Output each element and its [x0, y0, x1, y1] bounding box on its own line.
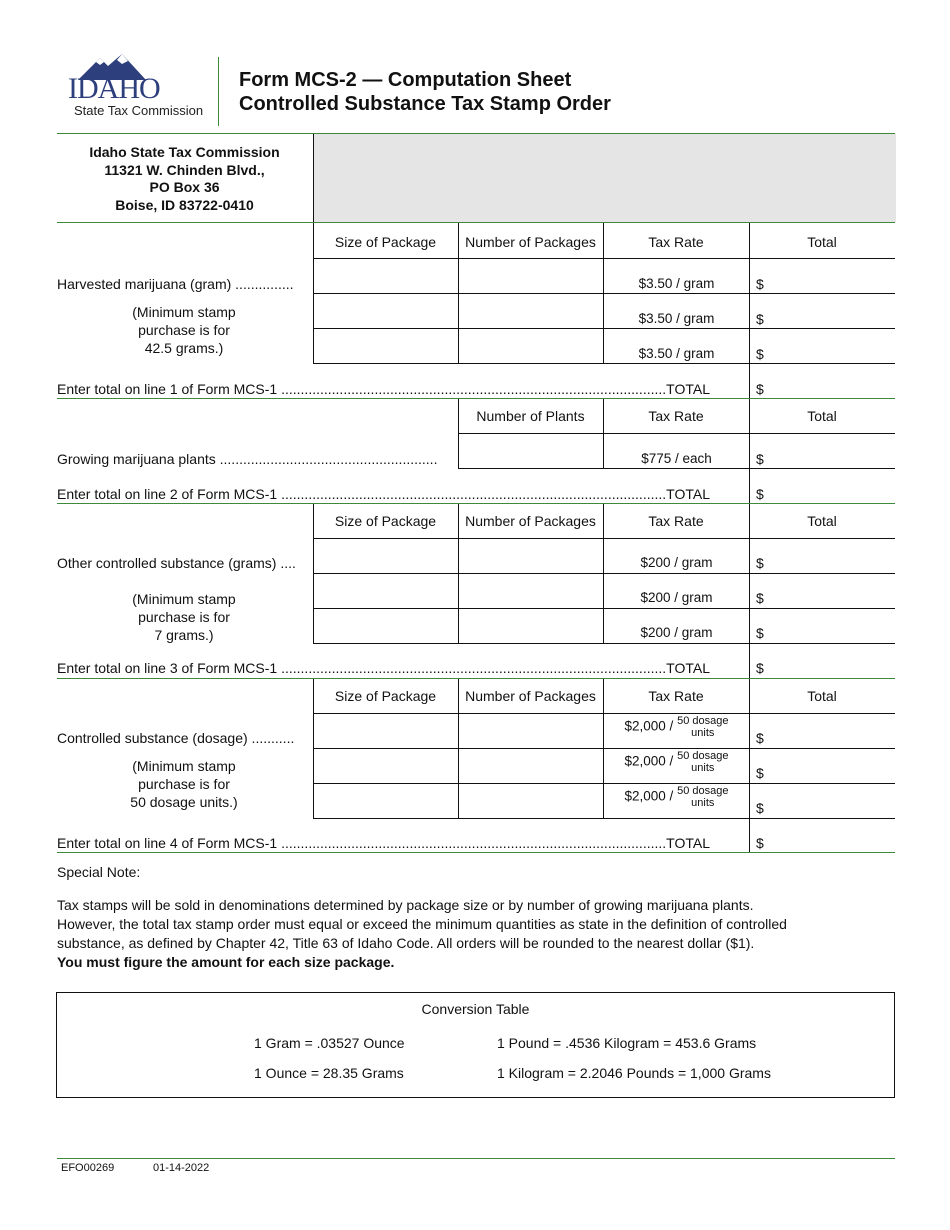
note-text: substance, as defined by Chapter 42, Title 63 of Idaho Code. All orders will be rounded to the nearest dollar ($1). — [57, 935, 755, 951]
divider — [57, 1158, 895, 1159]
divider — [57, 222, 895, 223]
rate-amount: $2,000 / — [624, 788, 674, 804]
rate-unit — [677, 750, 728, 774]
total-line-1: Enter total on line 1 of Form MCS-1 ...................................................................................................TOTAL — [57, 381, 710, 397]
input-number[interactable] — [459, 259, 602, 292]
rate-unit — [677, 785, 728, 809]
rate-unit-line: 50 dosage — [677, 715, 729, 727]
page-title — [239, 68, 611, 116]
col-header-total: Total — [807, 408, 837, 424]
rate-unit-line: units — [691, 762, 715, 774]
office-use-area — [313, 134, 896, 222]
col-header-total: Total — [807, 513, 837, 529]
conversion-entry: 1 Kilogram = 2.2046 Pounds = 1,000 Grams — [497, 1065, 771, 1081]
header-divider — [218, 57, 219, 126]
input-size[interactable] — [314, 539, 457, 572]
input-size[interactable] — [314, 259, 457, 292]
conversion-entry: 1 Pound = .4536 Kilogram = 453.6 Grams — [497, 1035, 757, 1051]
note-line: (Minimum stamp — [132, 591, 236, 607]
divider — [57, 678, 895, 679]
input-size[interactable] — [314, 609, 457, 642]
row-label-plants: Growing marijuana plants ........................................................ — [57, 451, 438, 467]
special-note-heading: Special Note: — [57, 864, 141, 880]
total-line-4: Enter total on line 4 of Form MCS-1 ...................................................................................................TOTAL — [57, 835, 710, 851]
tax-rate: $3.50 / gram — [638, 346, 715, 361]
min-note — [84, 590, 284, 644]
note-line: (Minimum stamp — [132, 758, 236, 774]
input-number[interactable] — [459, 609, 602, 642]
total-field[interactable]: $ — [756, 311, 764, 327]
note-line: 42.5 grams.) — [144, 340, 224, 356]
input-number[interactable] — [459, 784, 602, 817]
input-size[interactable] — [314, 714, 457, 747]
address-line: Boise, ID 83722-0410 — [115, 196, 254, 213]
note-line: purchase is for — [138, 776, 230, 792]
divider — [57, 398, 895, 399]
note-text: However, the total tax stamp order must equal or exceed the minimum quantities as state in the definition of controlled — [57, 916, 787, 932]
total-field[interactable]: $ — [756, 765, 764, 781]
address-block — [57, 144, 312, 214]
rate-amount: $2,000 / — [624, 718, 674, 734]
col-header-rate: Tax Rate — [648, 688, 704, 704]
address-line: 11321 W. Chinden Blvd., — [104, 161, 265, 178]
grid-line — [313, 363, 895, 364]
tax-rate: $775 / each — [641, 451, 712, 466]
col-header-rate: Tax Rate — [648, 513, 704, 529]
logo-wordmark: IDAHO — [68, 72, 160, 105]
input-size[interactable] — [314, 784, 457, 817]
rate-unit-line: 50 dosage — [677, 785, 729, 797]
grid-line — [749, 504, 750, 678]
conversion-title: Conversion Table — [421, 1001, 530, 1017]
logo-subtitle: State Tax Commission — [74, 103, 204, 118]
conversion-entry: 1 Ounce = 28.35 Grams — [254, 1065, 404, 1081]
total-field[interactable]: $ — [756, 590, 764, 606]
tax-rate: $200 / gram — [640, 590, 713, 605]
col-header-number: Number of Packages — [465, 234, 596, 250]
grid-line — [458, 468, 895, 469]
input-number[interactable] — [459, 574, 602, 607]
col-header-size: Size of Package — [334, 513, 437, 529]
divider — [57, 852, 895, 853]
row-label-dosage: Controlled substance (dosage) ........... — [57, 730, 295, 746]
idaho-logo — [66, 52, 216, 122]
input-size[interactable] — [314, 574, 457, 607]
note-line: (Minimum stamp — [132, 304, 236, 320]
tax-rate: $200 / gram — [640, 625, 713, 640]
rate-unit — [677, 715, 728, 739]
grid-line — [749, 679, 750, 853]
input-number[interactable] — [459, 539, 602, 572]
input-size[interactable] — [314, 749, 457, 782]
address-line: Idaho State Tax Commission — [89, 144, 280, 160]
col-header-plants: Number of Plants — [476, 408, 585, 424]
rate-unit-line: units — [691, 727, 715, 739]
row-label-harvested: Harvested marijuana (gram) ............... — [57, 276, 294, 292]
grand-total-4[interactable]: $ — [756, 835, 764, 851]
input-number[interactable] — [459, 714, 602, 747]
total-field[interactable]: $ — [756, 555, 764, 571]
title-line1: Form MCS-2 — Computation Sheet — [239, 69, 572, 91]
rate-amount: $2,000 / — [624, 753, 674, 769]
total-line-3: Enter total on line 3 of Form MCS-1 ...................................................................................................TOTAL — [57, 660, 710, 676]
total-field[interactable]: $ — [756, 730, 764, 746]
input-number[interactable] — [459, 749, 602, 782]
total-field[interactable]: $ — [756, 625, 764, 641]
col-header-rate: Tax Rate — [648, 234, 704, 250]
col-header-number: Number of Packages — [465, 513, 596, 529]
col-header-total: Total — [807, 234, 837, 250]
total-line-2: Enter total on line 2 of Form MCS-1 ...................................................................................................TOTAL — [57, 486, 710, 502]
tax-rate — [604, 715, 749, 739]
divider — [57, 503, 895, 504]
rate-unit-line: 50 dosage — [677, 750, 729, 762]
tax-rate: $200 / gram — [640, 555, 713, 570]
address-line: PO Box 36 — [149, 179, 220, 195]
col-header-number: Number of Packages — [465, 688, 596, 704]
note-text: Tax stamps will be sold in denominations determined by package size or by number of growing marijuana plants. — [57, 897, 754, 913]
special-note-body — [57, 896, 907, 972]
grid-line — [313, 818, 895, 819]
total-field[interactable]: $ — [756, 800, 764, 816]
row-label-other: Other controlled substance (grams) .... — [57, 555, 296, 571]
tax-rate — [604, 785, 749, 809]
rate-unit-line: units — [691, 797, 715, 809]
input-number[interactable] — [459, 329, 602, 362]
col-header-rate: Tax Rate — [648, 408, 704, 424]
input-size[interactable] — [314, 329, 457, 362]
tax-rate: $3.50 / gram — [638, 311, 715, 326]
min-note — [84, 303, 284, 357]
input-plants[interactable] — [459, 434, 602, 467]
grand-total-2[interactable]: $ — [756, 486, 764, 502]
note-line: 50 dosage units.) — [130, 794, 238, 810]
note-line: purchase is for — [138, 609, 230, 625]
col-header-total: Total — [807, 688, 837, 704]
grand-total-1[interactable]: $ — [756, 381, 764, 397]
conversion-table — [56, 992, 895, 1098]
form-date: 01-14-2022 — [153, 1162, 210, 1174]
tax-rate: $3.50 / gram — [638, 276, 715, 291]
min-note — [84, 757, 284, 811]
total-field[interactable]: $ — [756, 451, 764, 467]
note-bold: You must figure the amount for each size package. — [57, 954, 395, 970]
note-line: purchase is for — [138, 322, 230, 338]
total-field[interactable]: $ — [756, 346, 764, 362]
note-line: 7 grams.) — [154, 627, 214, 643]
col-header-size: Size of Package — [334, 688, 437, 704]
input-number[interactable] — [459, 294, 602, 327]
form-code: EFO00269 — [61, 1162, 115, 1174]
col-header-size: Size of Package — [334, 234, 437, 250]
title-line2: Controlled Substance Tax Stamp Order — [239, 93, 611, 115]
conversion-entry: 1 Gram = .03527 Ounce — [254, 1035, 405, 1051]
grid-line — [313, 643, 895, 644]
input-size[interactable] — [314, 294, 457, 327]
total-field[interactable]: $ — [756, 276, 764, 292]
grand-total-3[interactable]: $ — [756, 660, 764, 676]
tax-rate — [604, 750, 749, 774]
